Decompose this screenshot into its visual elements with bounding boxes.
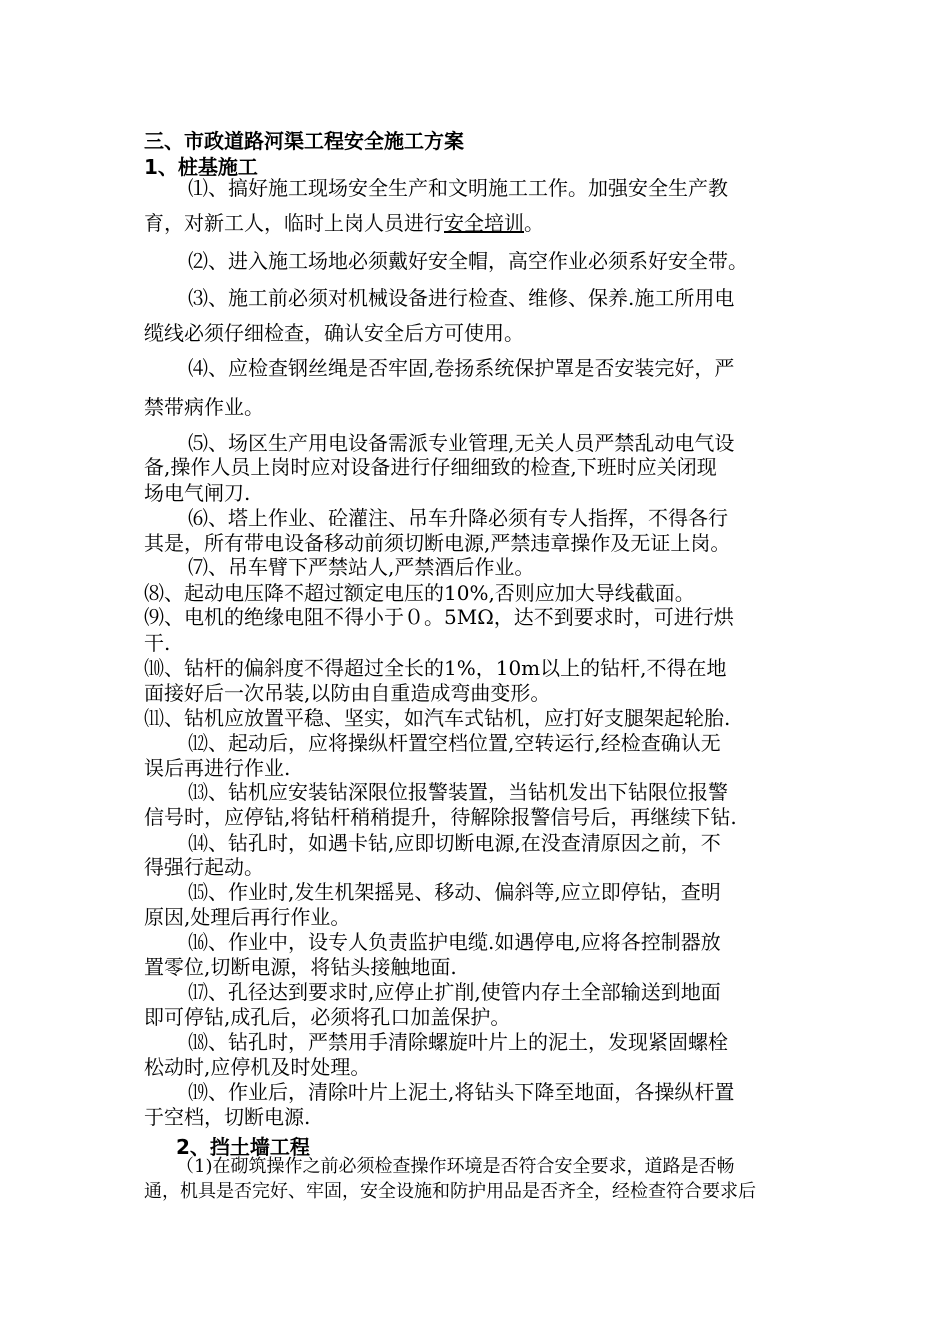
wall-para-1-line-1: （1)在砌筑操作之前必须检查操作环境是否符合安全要求，道路是否畅 [176, 1156, 735, 1177]
para-19-line-2: 于空档，切断电源. [144, 1105, 311, 1129]
para-18-line-2: 松动时,应停机及时处理。 [144, 1055, 371, 1079]
para-6-line-2: 其是，所有带电设备移动前须切断电源,严禁违章操作及无证上岗。 [144, 531, 731, 555]
para-1-line-2 [144, 213, 544, 233]
para-6-line-1: ⑹、塔上作业、砼灌注、吊车升降必须有专人指挥，不得各行 [188, 506, 728, 530]
para-3-line-2: 缆线必须仔细检查，确认安全后方可使用。 [144, 321, 524, 345]
para-4-line-1: ⑷、应检查钢丝绳是否牢固,卷扬系统保护罩是否安装完好，严 [188, 356, 735, 380]
para-17-line-2: 即可停钻,成孔后，必须将孔口加盖保护。 [144, 1005, 511, 1029]
para-14-line-2: 得强行起动。 [144, 855, 264, 879]
para-1-text: 育，对新工人，临时上岗人员进行 [144, 211, 444, 235]
section-2-heading: 2、挡土墙工程 [176, 1135, 310, 1159]
para-9-line-2: 干. [144, 631, 171, 655]
section-1-heading: 1、桩基施工 [144, 155, 258, 179]
para-3-line-1: ⑶、施工前必须对机械设备进行检查、维修、保养.施工所用电 [188, 286, 735, 310]
para-9-line-1: ⑼、电机的绝缘电阻不得小于０。5MΩ，达不到要求时，可进行烘 [144, 605, 734, 629]
wall-para-1-line-2: 通，机具是否完好、牢固，安全设施和防护用品是否齐全，经检查符合要求后 [144, 1181, 756, 1202]
para-12-line-1: ⑿、起动后，应将操纵杆置空档位置,空转运行,经检查确认无 [188, 731, 721, 755]
para-8-line-1: ⑻、起动电压降不超过额定电压的10%,否则应加大导线截面。 [144, 581, 695, 605]
para-15-line-1: ⒂、作业时,发生机架摇晃、移动、偏斜等,应立即停钻，查明 [188, 880, 721, 904]
para-19-line-1: ⒆、作业后，清除叶片上泥土,将钻头下降至地面，各操纵杆置 [188, 1080, 735, 1104]
para-15-line-2: 原因,处理后再行作业。 [144, 905, 351, 929]
para-12-line-2: 误后再进行作业. [144, 756, 291, 780]
para-13-line-1: ⒀、钻机应安装钻深限位报警装置，当钻机发出下钻限位报警 [188, 780, 728, 804]
para-14-line-1: ⒁、钻孔时，如遇卡钻,应即切断电源,在没查清原因之前，不 [188, 831, 721, 855]
para-5-line-3: 场电气闸刀. [144, 481, 251, 505]
document-title: 三、市政道路河渠工程安全施工方案 [144, 129, 464, 153]
para-16-line-2: 置零位,切断电源，将钻头接触地面. [144, 955, 457, 979]
para-5-line-1: ⑸、场区生产用电设备需派专业管理,无关人员严禁乱动电气设 [188, 431, 735, 455]
para-10-line-2: 面接好后一次吊装,以防由自重造成弯曲变形。 [144, 681, 551, 705]
para-1-end: 。 [524, 211, 544, 235]
para-10-line-1: ⑽、钻杆的偏斜度不得超过全长的1%，10m以上的钻杆,不得在地 [144, 656, 727, 680]
para-1-line-1: ⑴、搞好施工现场安全生产和文明施工工作。加强安全生产教 [188, 176, 728, 200]
para-17-line-1: ⒄、孔径达到要求时,应停止扩削,使管内存土全部输送到地面 [188, 980, 721, 1004]
para-16-line-1: ⒃、作业中，设专人负责监护电缆.如遇停电,应将各控制器放 [188, 930, 721, 954]
para-5-line-2: 备,操作人员上岗时应对设备进行仔细细致的检查,下班时应关闭现 [144, 455, 717, 479]
para-13-line-2: 信号时，应停钻,将钻杆稍稍提升，待解除报警信号后，再继续下钻. [144, 805, 737, 829]
para-18-line-1: ⒅、钻孔时，严禁用手清除螺旋叶片上的泥土，发现紧固螺栓 [188, 1030, 728, 1054]
para-11-line-1: ⑾、钻机应放置平稳、坚实，如汽车式钻机，应打好支腿架起轮胎. [144, 706, 731, 730]
para-2-line-1: ⑵、进入施工场地必须戴好安全帽，高空作业必须系好安全带。 [188, 249, 748, 273]
para-4-line-2: 禁带病作业。 [144, 395, 264, 419]
safety-training-link[interactable]: 安全培训 [444, 211, 524, 235]
para-7-line-1: ⑺、吊车臂下严禁站人,严禁酒后作业。 [188, 555, 535, 579]
